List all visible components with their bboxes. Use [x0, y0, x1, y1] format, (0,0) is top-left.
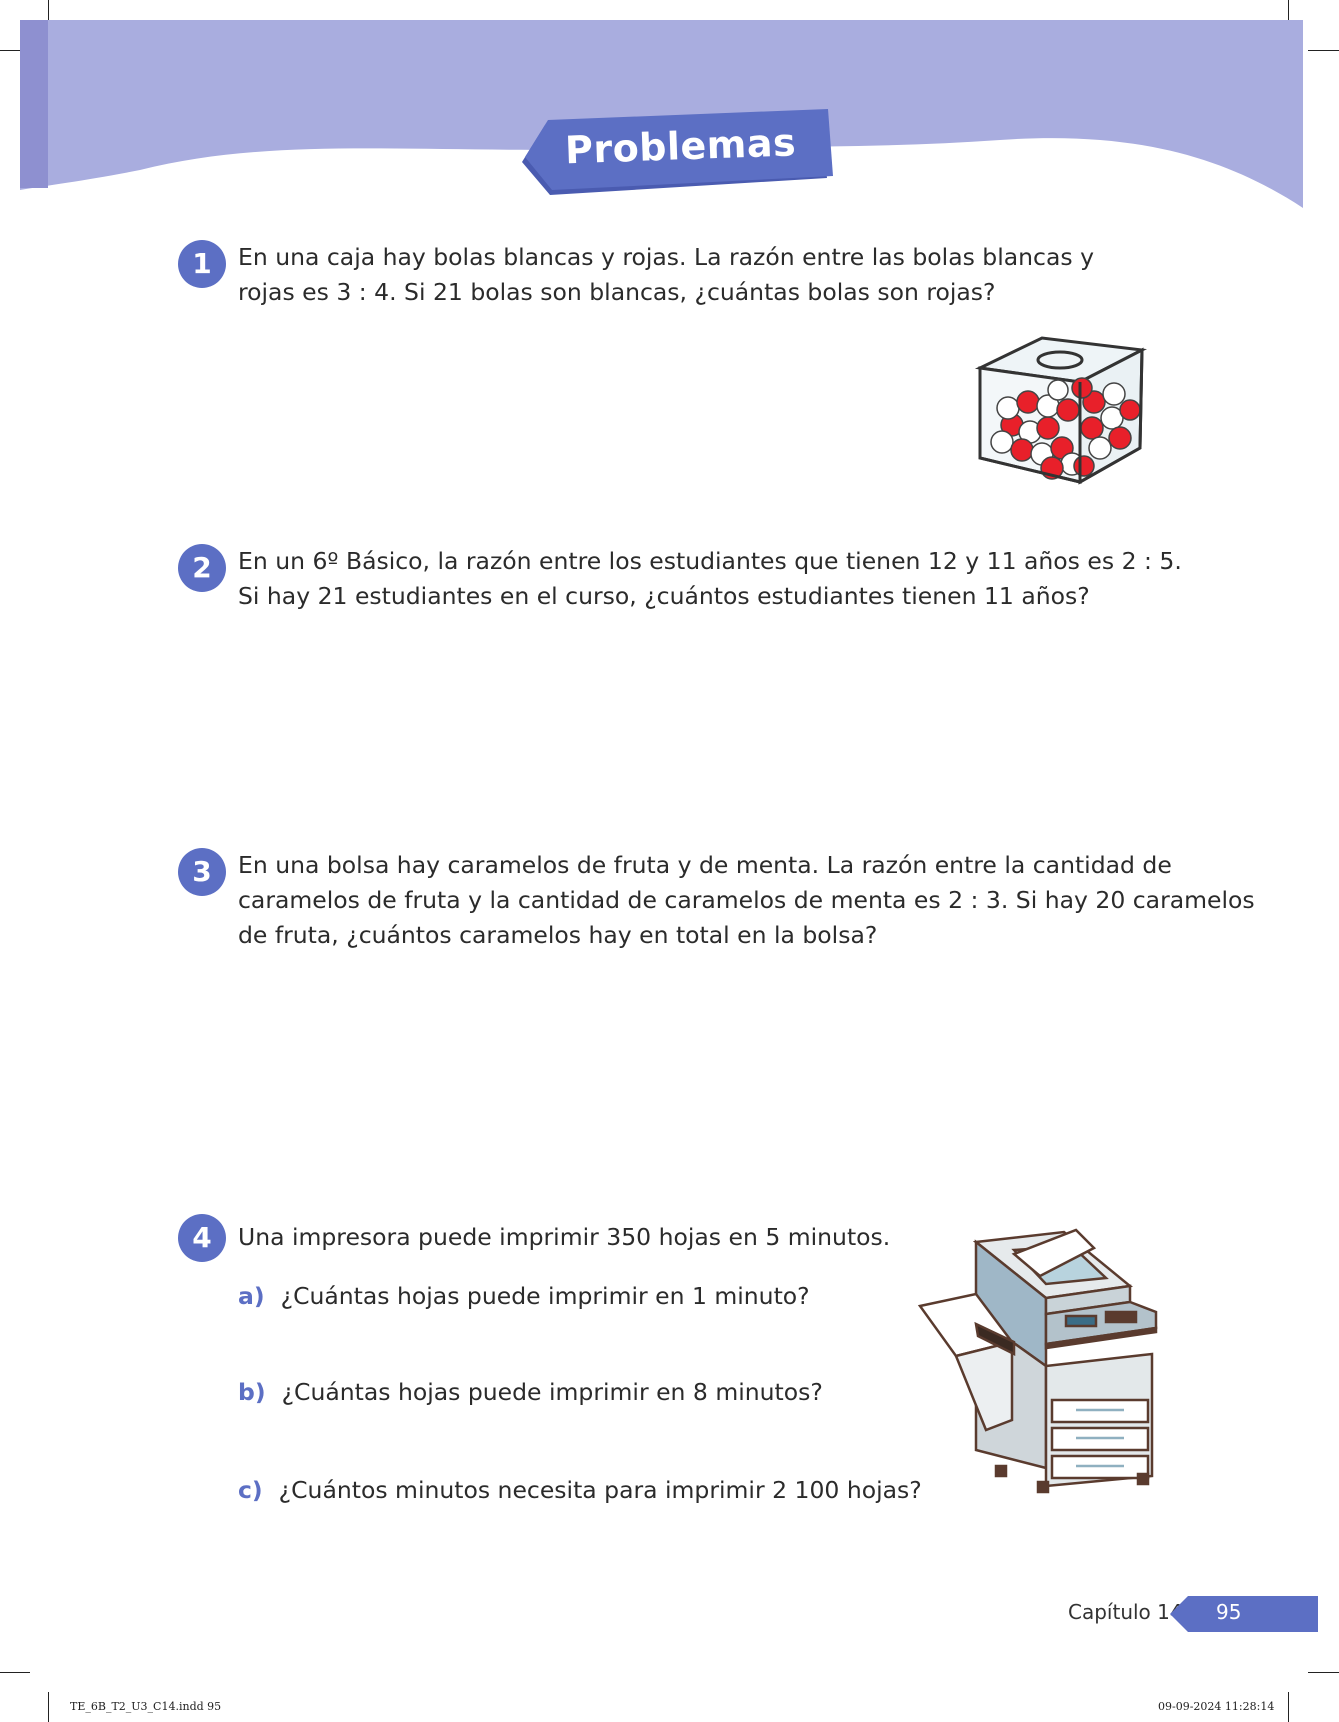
subquestion-text: ¿Cuántos minutos necesita para imprimir 2 100 hojas? — [278, 1476, 922, 1504]
text-line: rojas es 3 : 4. Si 21 bolas son blancas, ¿cuántas bolas son rojas? — [238, 278, 996, 306]
problem-2-text — [238, 544, 1182, 614]
date-slug: 09-09-2024 11:28:14 — [1158, 1700, 1275, 1713]
file-slug: TE_6B_T2_U3_C14.indd 95 — [70, 1700, 222, 1713]
problem-number-3: 3 — [178, 848, 226, 896]
text-line: Una impresora puede imprimir 350 hojas en 5 minutos. — [238, 1223, 891, 1251]
crop-mark — [1308, 1672, 1339, 1673]
page-tab-point — [1170, 1596, 1188, 1632]
subquestion-label: c) — [238, 1476, 263, 1504]
header-band — [0, 0, 1339, 220]
problem-3-text — [238, 848, 1255, 953]
subquestion-text: ¿Cuántas hojas puede imprimir en 1 minuto? — [280, 1282, 810, 1310]
page-tab — [1188, 1596, 1318, 1632]
text-line: En una bolsa hay caramelos de fruta y de menta. La razón entre la cantidad de — [238, 851, 1172, 879]
subquestion-b — [238, 1378, 823, 1406]
crop-mark — [0, 1672, 30, 1673]
subquestion-label: a) — [238, 1282, 265, 1310]
problem-number-1: 1 — [178, 240, 226, 288]
page-number: 95 — [1216, 1600, 1242, 1624]
text-line: caramelos de fruta y la cantidad de caramelos de menta es 2 : 3. Si hay 20 caramelos — [238, 886, 1255, 914]
crop-mark — [48, 1692, 49, 1722]
problem-number-4: 4 — [178, 1214, 226, 1262]
chapter-label: Capítulo 14 — [1068, 1600, 1183, 1624]
text-line: Si hay 21 estudiantes en el curso, ¿cuántos estudiantes tienen 11 años? — [238, 582, 1090, 610]
problem-number-2: 2 — [178, 544, 226, 592]
text-line: En una caja hay bolas blancas y rojas. La razón entre las bolas blancas y — [238, 243, 1094, 271]
printer-illustration — [916, 1224, 1166, 1500]
section-title: Problemas — [564, 120, 797, 173]
subquestion-a — [238, 1282, 810, 1310]
problem-1-text — [238, 240, 1094, 310]
ball-box-illustration — [972, 330, 1147, 490]
problem-4-text — [238, 1220, 890, 1255]
subquestion-text: ¿Cuántas hojas puede imprimir en 8 minutos? — [281, 1378, 823, 1406]
subquestion-label: b) — [238, 1378, 266, 1406]
subquestion-c — [238, 1476, 922, 1504]
crop-mark — [1288, 1692, 1289, 1722]
text-line: de fruta, ¿cuántos caramelos hay en total en la bolsa? — [238, 921, 878, 949]
text-line: En un 6º Básico, la razón entre los estudiantes que tienen 12 y 11 años es 2 : 5. — [238, 547, 1182, 575]
